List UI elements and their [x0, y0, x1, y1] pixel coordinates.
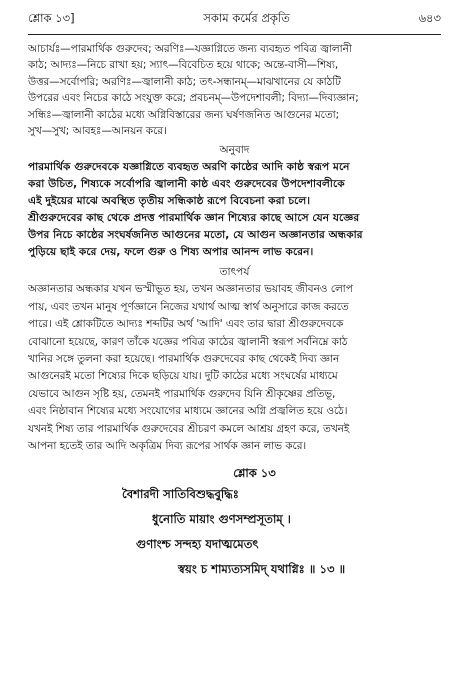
- purport-heading: তাৎপর্য: [219, 266, 250, 279]
- purport-section: [28, 281, 441, 455]
- translation-heading: অনুবাদ: [219, 144, 250, 157]
- sanskrit-verse: [28, 482, 441, 582]
- header-rule: [28, 34, 441, 35]
- next-verse-heading: শ্লোক ১৩: [233, 465, 276, 480]
- purport-line: যখনই শিষ্য তার পারমার্থিক গুরুদেবের শ্রীচরণ কমলে আশ্রয় গ্রহণ করে, তখনই: [28, 422, 350, 435]
- purport-line: বোঝানো হয়েছে, কারণ তাঁকে যজ্ঞের পবিত্র কাঠের জ্বালানী স্বরূপ সর্বনিম্নে কাঠ: [28, 335, 348, 348]
- running-header: [28, 10, 441, 30]
- synonyms-line: উপরের এবং নিচের কাঠে সংযুক্ত করে; প্রবচনম্—উপদেশাবলী; বিদ্যা—দিব্যজ্ঞান;: [28, 92, 359, 105]
- translation-line: পুড়িয়ে ছাই করে দেয়, ফলে গুরু ও শিষ্য অপার আনন্দ লাভ করেন।: [28, 246, 314, 259]
- purport-line: আগুনেরই মতো শিষ্যের দিকে ছড়িয়ে যায়। দুটি কাঠের মধ্যে সংঘর্ষের মাধ্যমে: [28, 370, 338, 383]
- synonyms-line: সুখ—সুখ; আবহঃ—আনয়ন করে।: [28, 125, 167, 138]
- purport-line: পায়, এবং তখন মানুষ পূর্ণজ্ঞানে নিজের যথার্থ আত্ম স্বার্থ অনুসারে কাজ করতে: [28, 300, 349, 313]
- header-chapter-title: সকাম কর্মের প্রকৃতি: [203, 11, 290, 25]
- translation-line: উপর নিচে কাষ্ঠের সংঘর্ষজনিত আগুনের মতো, যে আগুন অজ্ঞানতার অন্ধকার: [28, 229, 363, 242]
- purport-line: এবং নিষ্ঠাবান শিষ্যের মধ্যে সংযোগের মাধ্যমে জ্ঞানের অগ্নি প্রজ্বলিত হয়ে ওঠে।: [28, 405, 348, 418]
- synonyms-section: [28, 41, 441, 139]
- header-verse-ref: শ্লোক ১৩]: [28, 11, 75, 25]
- verse-line: গুণাংশ্চ সন্দহ্য যদাত্মমেতৎ: [136, 536, 259, 551]
- purport-line: যেভাবে আগুন সৃষ্টি হয়, তেমনই পারমার্থিক গুরুদেব যিনি শ্রীকৃষ্ণের প্রতিভূ,: [28, 387, 336, 400]
- synonyms-line: কাঠ; আদ্যঃ—নিচে রাখা হয়; স্যাৎ—বিবেচিত হয়ে থাকে; অন্তে-বাসী—শিষ্য,: [28, 59, 339, 72]
- purport-line: পারে। এই শ্লোকটিতে আদ্যঃ শব্দটির অর্থ 'আদি' এবং তার দ্বারা শ্রীগুরুদেবকে: [28, 318, 344, 331]
- purport-line: খানির সঙ্গে তুলনা করা হয়েছে। পারমার্থিক গুরুদেবের কাছ থেকেই দিব্য জ্ঞান: [28, 353, 340, 366]
- verse-line: বৈশারদী সাতিবিশুদ্ধবুদ্ধিঃ: [122, 486, 239, 501]
- translation-line: করা উচিত, শিষ্যকে সর্বোপরি জ্বালানী কাষ্ঠ এবং গুরুদেবের উপদেশাবলীকে: [28, 178, 345, 191]
- translation-line: পারমার্থিক গুরুদেবকে যজ্ঞাগ্নিতে ব্যবহৃত অরণি কাষ্ঠের আদি কাষ্ঠ স্বরূপ মনে: [28, 161, 350, 174]
- translation-line: এই দুইয়ের মাঝে অবস্থিত তৃতীয় সন্ধিকাষ্ঠ রূপে বিবেচনা করা চলে।: [28, 195, 311, 208]
- synonyms-line: উত্তর—সর্বোপরি; অরণিঃ—জ্বালানী কাঠ; তৎ-সন্ধানম্—মাঝখানের যে কাঠটি: [28, 75, 341, 88]
- purport-line: অজ্ঞানতার অন্ধকার যখন ভস্মীভূত হয়, তখন অজ্ঞানতার ভয়াবহ জীবনও লোপ: [28, 283, 353, 296]
- synonyms-line: সন্ধিঃ—জ্বালানী কাঠের মধ্যে অগ্নিবিস্তারের জন্য ঘর্ষণজনিত আগুনের মতো;: [28, 108, 340, 121]
- verse-line: স্বয়ং চ শাম্যত্যসমিদ্ যথাগ্নিঃ ॥ ১৩ ॥: [178, 561, 346, 576]
- translation-line: শ্রীগুরুদেবের কাছ থেকে প্রদত্ত পারমার্থিক জ্ঞান শিষ্যের কাছে আসে যেন যজ্ঞের: [28, 212, 360, 225]
- header-page-number: ৬৪৩: [418, 11, 441, 25]
- synonyms-line: আচার্যঃ—পারমার্থিক গুরুদেব; অরণিঃ—যজ্ঞাগ্নিতে জন্য ব্যবহৃত পবিত্র জ্বালানী: [28, 43, 352, 55]
- verse-line: ধুনোতি মায়াং গুণসম্প্রসূতাম্ ।: [152, 511, 291, 526]
- translation-section: [28, 159, 441, 261]
- purport-line: আপনা হতেই তার আদি অকৃত্রিম দিব্য রূপের সার্থক জ্ঞান লাভ করে।: [28, 440, 307, 453]
